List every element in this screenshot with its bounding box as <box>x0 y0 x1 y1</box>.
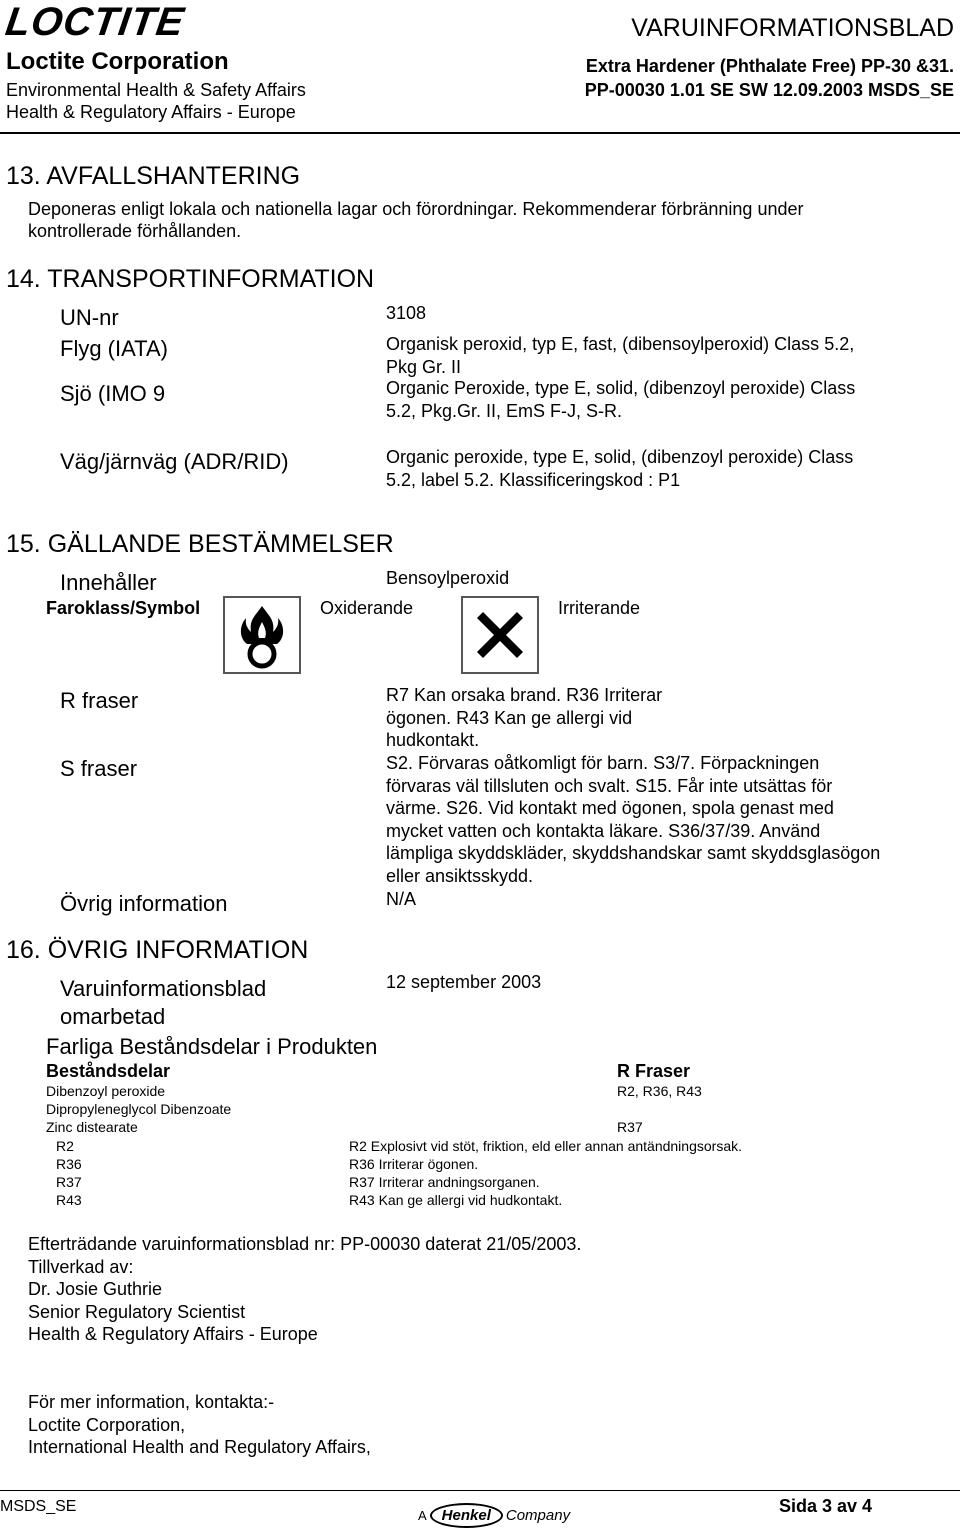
contains-label: Innehåller <box>60 570 157 595</box>
component-name: Dibenzoyl peroxide <box>46 1083 166 1099</box>
sea-transport-value: Organic Peroxide, type E, solid, (dibenzoyl peroxide) Class 5.2, Pkg.Gr. II, EmS F-J, S-R. <box>386 378 856 421</box>
road-transport-value: Organic peroxide, type E, solid, (dibenzoyl peroxide) Class 5.2, label 5.2. Klassificeringskod : P1 <box>386 447 854 490</box>
section-13-heading: 13. AVFALLSHANTERING <box>6 162 301 190</box>
supersedes-text: Efterträdande varuinformationsblad nr: PP-00030 daterat 21/05/2003. <box>28 1234 582 1254</box>
phrase-text: R37 Irriterar andningsorganen. <box>349 1174 540 1190</box>
components-column-header: Beståndsdelar <box>46 1061 171 1081</box>
revised-label: Varuinformationsblad omarbetad <box>60 976 267 1029</box>
page-number: Sida 3 av 4 <box>778 1496 872 1516</box>
company-name: Loctite Corporation <box>6 48 229 75</box>
sea-transport-label: Sjö (IMO 9 <box>60 381 166 406</box>
henkel-logo <box>418 1497 570 1533</box>
document-reference: PP-00030 1.01 SE SW 12.09.2003 MSDS_SE <box>584 80 954 100</box>
component-name: Zinc distearate <box>46 1119 138 1135</box>
department-line-2: Health & Regulatory Affairs - Europe <box>6 102 296 122</box>
henkel-logo-prefix: A <box>418 1507 427 1523</box>
r-phrases-value: R7 Kan orsaka brand. R36 Irriterar ögonen. R43 Kan ge allergi vid hudkontakt. <box>386 685 663 750</box>
prepared-by-label: Tillverkad av: <box>28 1257 134 1277</box>
henkel-oval-logo: Henkel <box>430 1503 503 1528</box>
air-transport-label: Flyg (IATA) <box>60 336 168 361</box>
author-department: Health & Regulatory Affairs - Europe <box>28 1324 318 1344</box>
disposal-text: Deponeras enligt lokala och nationella lagar och förordningar. Rekommenderar förbränning under kontrollerade förhållanden. <box>28 199 804 241</box>
hazard-class-label: Faroklass/Symbol <box>46 598 201 618</box>
cross-icon <box>463 598 537 672</box>
other-info-value: N/A <box>386 889 417 909</box>
author-name: Dr. Josie Guthrie <box>28 1279 163 1299</box>
contact-intro: För mer information, kontakta:- <box>28 1392 275 1412</box>
henkel-logo-suffix: Company <box>505 1506 571 1524</box>
irritant-label: Irriterande <box>558 598 641 618</box>
oxidizing-pictogram <box>223 596 301 674</box>
footer-doc-code: MSDS_SE <box>0 1498 77 1515</box>
hazardous-components-title: Farliga Beståndsdelar i Produkten <box>46 1034 378 1059</box>
r-phrases-column-header: R Fraser <box>617 1061 691 1081</box>
un-number-label: UN-nr <box>60 305 119 330</box>
component-r-phrases: R2, R36, R43 <box>617 1083 702 1099</box>
component-r-phrases: R37 <box>617 1119 643 1135</box>
author-title: Senior Regulatory Scientist <box>28 1302 246 1322</box>
header-rule <box>0 132 960 134</box>
document-title: VARUINFORMATIONSBLAD <box>631 14 954 42</box>
oxidizing-label: Oxiderande <box>320 598 414 618</box>
section-14-heading: 14. TRANSPORTINFORMATION <box>6 265 375 293</box>
s-phrases-label: S fraser <box>60 756 138 781</box>
phrase-code: R2 <box>56 1138 74 1154</box>
air-transport-value: Organisk peroxid, typ E, fast, (dibensoylperoxid) Class 5.2, Pkg Gr. II <box>386 334 855 377</box>
revised-date: 12 september 2003 <box>386 972 542 992</box>
loctite-logo: LOCTITE <box>2 0 188 44</box>
road-transport-label: Väg/järnväg (ADR/RID) <box>60 449 289 474</box>
department-line-1: Environmental Health & Safety Affairs <box>6 80 306 100</box>
section-16-heading: 16. ÖVRIG INFORMATION <box>6 936 309 964</box>
irritant-pictogram <box>461 596 539 674</box>
flame-over-circle-icon <box>225 598 299 672</box>
phrase-text: R2 Explosivt vid stöt, friktion, eld eller annan antändningsorsak. <box>349 1138 742 1154</box>
contains-value: Bensoylperoxid <box>386 568 510 588</box>
phrase-code: R43 <box>56 1192 82 1208</box>
phrase-text: R36 Irriterar ögonen. <box>349 1156 479 1172</box>
phrase-code: R37 <box>56 1174 82 1190</box>
phrase-text: R43 Kan ge allergi vid hudkontakt. <box>349 1192 563 1208</box>
s-phrases-value: S2. Förvaras oåtkomligt för barn. S3/7. Förpackningen förvaras väl tillsluten och svalt. S15. Får inte utsättas för värme. S26. Vid kontakt med ögonen, spola genast med mycket vatten och kontakta läkare. S36/37/39. Använd lämpliga skyddskläder, skyddshandskar samt skyddsglasögon eller ansiktsskydd. <box>386 753 881 886</box>
phrase-code: R36 <box>56 1156 82 1172</box>
component-name: Dipropyleneglycol Dibenzoate <box>46 1101 232 1117</box>
other-info-label: Övrig information <box>60 891 228 916</box>
contact-department: International Health and Regulatory Affairs, <box>28 1437 371 1457</box>
section-15-heading: 15. GÄLLANDE BESTÄMMELSER <box>6 530 394 558</box>
un-number-value: 3108 <box>386 303 427 323</box>
contact-company: Loctite Corporation, <box>28 1415 186 1435</box>
footer-rule <box>0 1490 960 1491</box>
product-name: Extra Hardener (Phthalate Free) PP-30 &31. <box>585 56 954 76</box>
r-phrases-label: R fraser <box>60 688 139 713</box>
